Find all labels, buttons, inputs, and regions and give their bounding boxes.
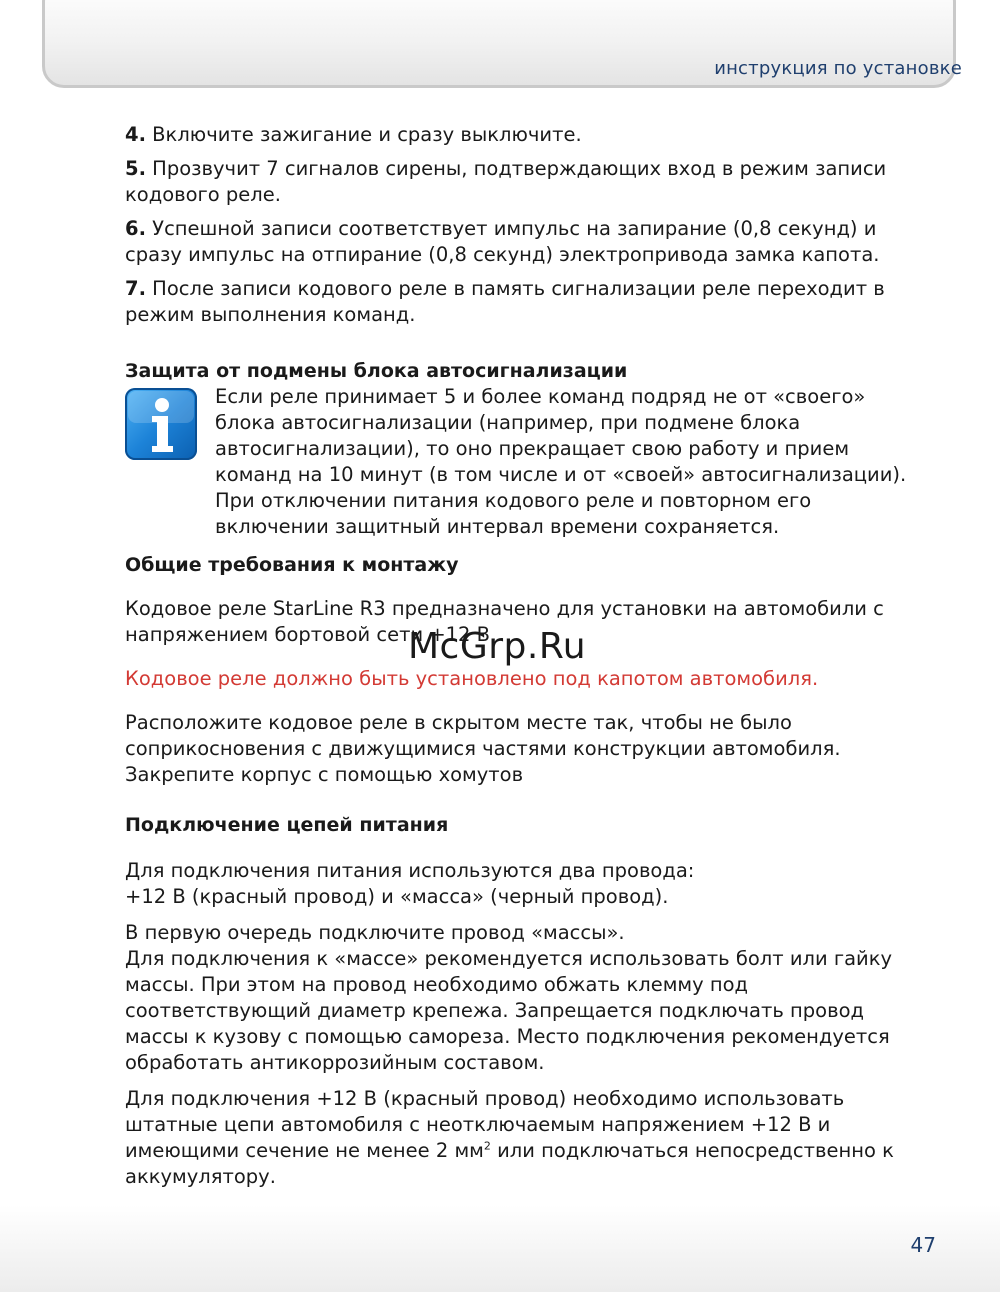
general-paragraph-1: Кодовое реле StarLine R3 предназначено для установки на автомобили с напряжением бортовой сети +12 В. bbox=[125, 597, 884, 646]
header-title: инструкция по установке bbox=[714, 58, 962, 79]
power-p3-text: Для подключения +12 В (красный провод) необходимо использовать штатные цепи автомобиля с неотключаемым напряжением +12 В и имеющими сечение не менее 2 мм bbox=[125, 1087, 845, 1162]
protection-text: Если реле принимает 5 и более команд подряд не от «своего» блока автосигнализации (например, при подмене блока автосигнализации), то оно прекращает свою работу и прием команд на 10 минут (в том числе и от «своей» автосигнализации). При отключении питания кодового реле и повторном его включении защитный интервал времени сохраняется. bbox=[215, 385, 907, 538]
power-heading: Подключение цепей питания bbox=[125, 814, 449, 836]
watermark: McGrp.Ru bbox=[408, 626, 587, 667]
step-5 bbox=[125, 156, 915, 208]
power-paragraph-3 bbox=[125, 1086, 915, 1190]
power-paragraph-1 bbox=[125, 858, 915, 910]
general-paragraph-2: Расположите кодовое реле в скрытом месте так, чтобы не было соприкосновения с движущимися частями конструкции автомобиля. Закрепите корпус с помощью хомутов bbox=[125, 711, 841, 786]
info-note bbox=[125, 384, 915, 540]
power-p1-line2: +12 В (красный провод) и «масса» (черный провод). bbox=[125, 885, 669, 908]
protection-heading: Защита от подмены блока автосигнализации bbox=[125, 360, 628, 382]
power-paragraph-2 bbox=[125, 920, 915, 1076]
step-text: Включите зажигание и сразу выключите. bbox=[145, 123, 582, 146]
power-p1-line1: Для подключения питания используются два провода: bbox=[125, 859, 695, 882]
info-icon bbox=[125, 388, 197, 460]
power-p2-line1: В первую очередь подключите провод «массы». bbox=[125, 921, 625, 944]
general-warning: Кодовое реле должно быть установлено под капотом автомобиля. bbox=[125, 667, 819, 690]
step-7 bbox=[125, 276, 915, 328]
step-6 bbox=[125, 216, 915, 268]
step-number: 5. bbox=[125, 157, 146, 180]
power-p3-text-end: или подключаться непосредственно к аккумулятору. bbox=[125, 1139, 894, 1188]
general-heading: Общие требования к монтажу bbox=[125, 554, 459, 576]
step-text: Прозвучит 7 сигналов сирены, подтверждающих вход в режим записи кодового реле. bbox=[125, 157, 887, 206]
step-number: 4. bbox=[125, 123, 146, 146]
step-number: 7. bbox=[125, 277, 146, 300]
page-number: 47 bbox=[910, 1233, 936, 1257]
step-number: 6. bbox=[125, 217, 146, 240]
superscript: 2 bbox=[483, 1139, 491, 1153]
step-text: Успешной записи соответствует импульс на запирание (0,8 секунд) и сразу импульс на отпирание (0,8 секунд) электропривода замка капота. bbox=[125, 217, 880, 266]
power-p2-rest: Для подключения к «массе» рекомендуется использовать болт или гайку массы. При этом на провод необходимо обжать клемму под соответствующий диаметр крепежа. Запрещается подключать провод массы к кузову с помощью самореза. Место подключения рекомендуется обработать антикоррозийным составом. bbox=[125, 947, 893, 1074]
page-footer bbox=[0, 1205, 1000, 1292]
step-text: После записи кодового реле в память сигнализации реле переходит в режим выполнения команд. bbox=[125, 277, 885, 326]
step-4 bbox=[125, 122, 915, 148]
